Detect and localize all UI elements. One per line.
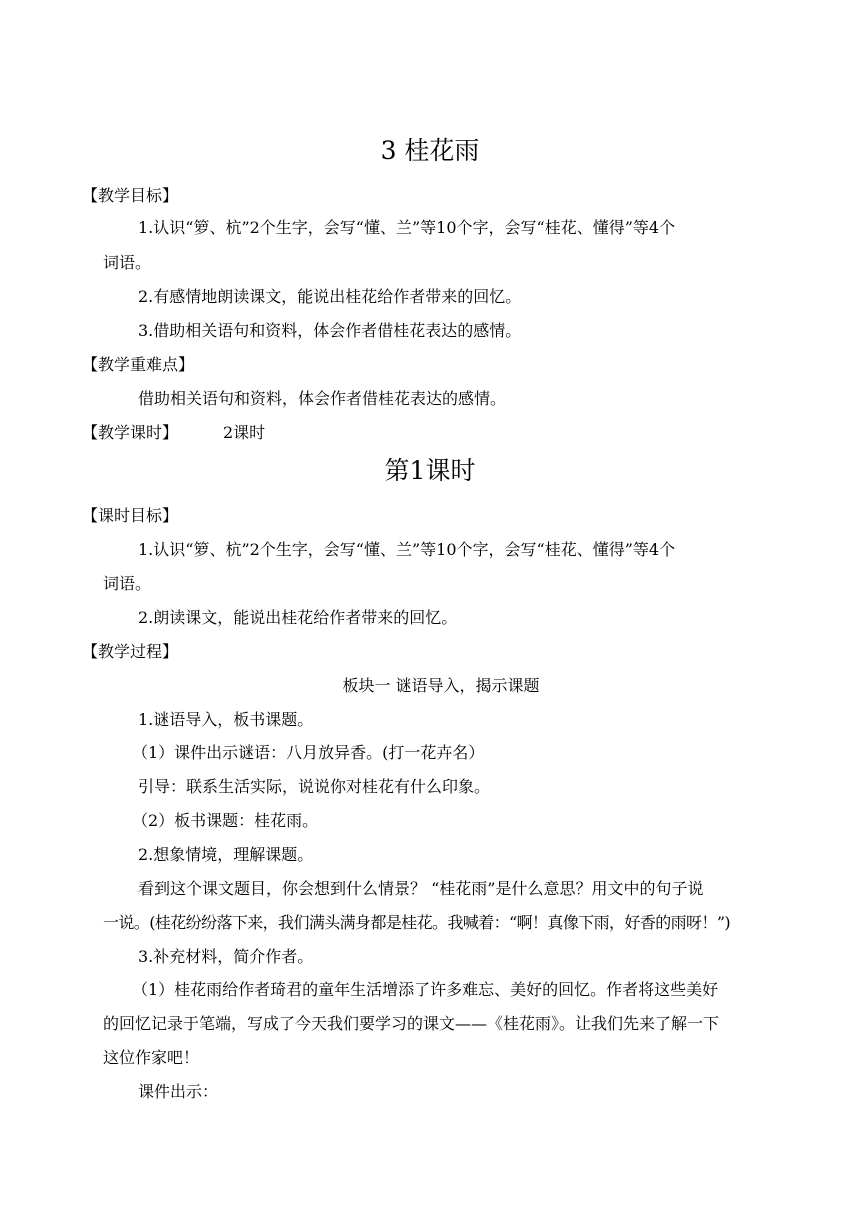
step-1-sub-2: （2）板书课题：桂花雨。: [132, 811, 319, 830]
class-hours-value: 2课时: [223, 423, 266, 442]
step-1-guide: 引导：联系生活实际，说说你对桂花有什么印象。: [138, 777, 491, 796]
class-hours-heading: 【教学课时】: [82, 423, 179, 442]
step-1-sub-1: （1）课件出示谜语：八月放异香。(打一花卉名）: [132, 743, 485, 762]
key-points-text: 借助相关语句和资料，体会作者借桂花表达的感情。: [138, 389, 507, 408]
lesson-goals-heading: 【课时目标】: [82, 506, 179, 525]
lesson-1-title: 第1课时: [384, 456, 476, 485]
lesson-goal-1-line-1: 1.认识“箩、杭”2个生字，会写“懂、兰”等10个字，会写“桂花、懂得”等4个: [138, 540, 676, 559]
key-points-heading: 【教学重难点】: [82, 355, 195, 374]
step-3-sub-1-line-1: （1）桂花雨给作者琦君的童年生活增添了许多难忘、美好的回忆。作者将这些美好: [132, 980, 719, 999]
step-1: 1.谜语导入，板书课题。: [138, 710, 314, 729]
step-2-paragraph-line-1: 看到这个课文题目，你会想到什么情景？ “桂花雨”是什么意思？用文中的句子说: [138, 879, 704, 898]
lesson-goal-2: 2.朗读课文，能说出桂花给作者带来的回忆。: [138, 608, 458, 627]
lesson-goal-1-line-2: 词语。: [103, 574, 152, 593]
teaching-goal-2: 2.有感情地朗读课文，能说出桂花给作者带来的回忆。: [138, 287, 522, 306]
block-1-title: 板块一 谜语导入，揭示课题: [342, 676, 540, 695]
teaching-goal-1-line-1: 1.认识“箩、杭”2个生字，会写“懂、兰”等10个字，会写“桂花、懂得”等4个: [138, 218, 676, 237]
step-3-sub-1-line-2: 的回忆记录于笔端，写成了今天我们要学习的课文——《桂花雨》。让我们先来了解一下: [103, 1014, 720, 1033]
step-2-paragraph-line-2: 一说。(桂花纷纷落下来，我们满头满身都是桂花。我喊着：“啊！真像下雨，好香的雨呀！”): [103, 913, 731, 932]
courseware-show: 课件出示：: [138, 1082, 219, 1101]
teaching-goal-3: 3.借助相关语句和资料，体会作者借桂花表达的感情。: [138, 321, 522, 340]
teaching-goal-1-line-2: 词语。: [103, 253, 152, 272]
teaching-goals-heading: 【教学目标】: [82, 186, 179, 205]
lesson-title: 3 桂花雨: [380, 136, 480, 165]
process-heading: 【教学过程】: [82, 642, 179, 661]
step-3-sub-1-line-3: 这位作家吧！: [103, 1048, 200, 1067]
step-2: 2.想象情境，理解课题。: [138, 845, 314, 864]
step-3: 3.补充材料，简介作者。: [138, 947, 314, 966]
